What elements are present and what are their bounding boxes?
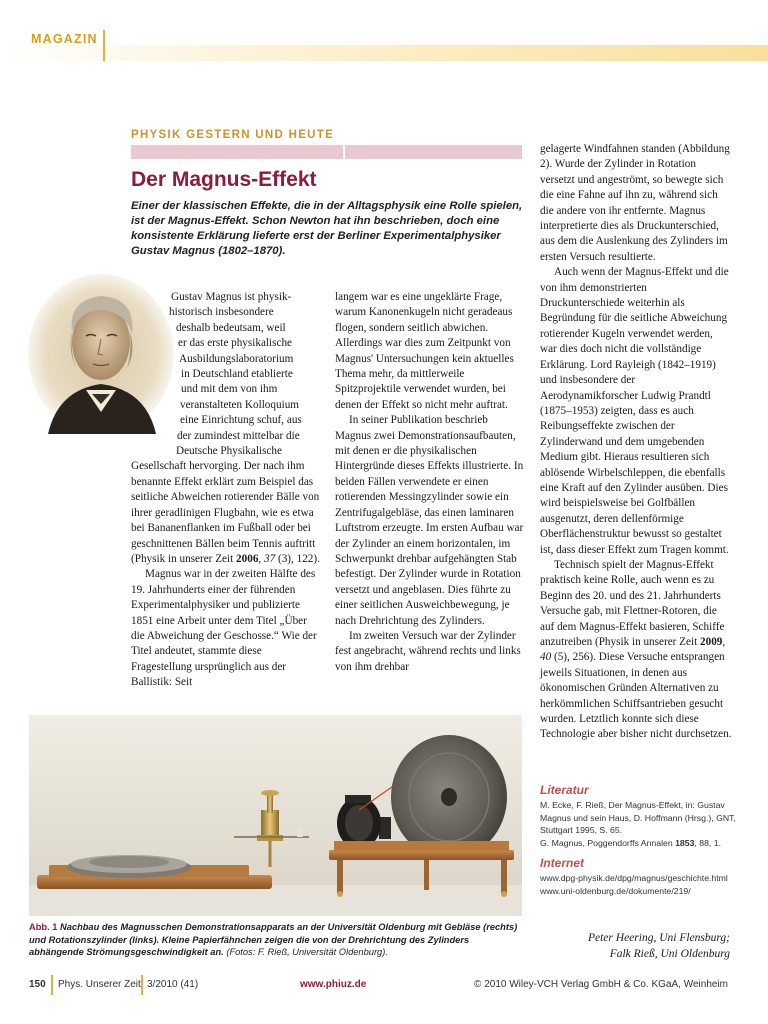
copyright: © 2010 Wiley-VCH Verlag GmbH & Co. KGaA, Weinheim <box>474 979 728 990</box>
text-line: der zumindest mittelbar die <box>177 429 300 442</box>
article-title: Der Magnus-Effekt <box>131 168 317 191</box>
figure-label: Abb. 1 <box>29 922 58 932</box>
reference-item: M. Ecke, F. Rieß, Der Magnus-Effekt, in: Gustav Magnus und sein Haus, D. Hoffmann (Hrsg.), GNT, Stuttgart 1995, S. 65. <box>540 800 736 835</box>
journal-url[interactable]: www.phiuz.de <box>300 979 367 990</box>
article-lead: Einer der klassischen Effekte, die in der Alltagsphysik eine Rolle spielen, ist der Magnus-Effekt. Schon Newton hat ihn beschrieben, doch eine konsistente Erklärung lieferte erst der Berliner Experimentalphysiker Gustav Magnus (1802–1870). <box>131 200 523 257</box>
text-line: historisch insbesondere <box>169 306 274 319</box>
text-line: Deutsche Physikalische <box>176 445 282 458</box>
header-bar <box>0 45 768 61</box>
journal-name: Phys. Unserer Zeit <box>58 979 141 990</box>
author-line: Peter Heering, Uni Flensburg; <box>587 932 730 944</box>
text-line: und mit dem von ihm <box>181 383 278 396</box>
footer-divider <box>51 975 53 995</box>
literature-section <box>540 783 740 849</box>
text-line: veranstalteten Kolloquium <box>180 398 299 411</box>
paragraph: Im zweiten Versuch war der Zylinder fest angebracht, während rechts und links von ihm drehbar <box>335 629 521 673</box>
paragraph: Magnus war in der zweiten Hälfte des 19. Jahrhunderts einer der führenden Experimentalphysiker und publizierte 1851 eine Arbeit unter dem Titel „Über die Abweichung der Geschosse.“ Wie der Titel andeutet, stammte diese Fragestellung ursprünglich aus der Ballistik: Seit <box>131 568 317 689</box>
internet-heading: Internet <box>540 856 585 870</box>
section-heading: PHYSIK GESTERN UND HEUTE <box>131 129 335 141</box>
header-section-word: MAGAZIN <box>31 32 98 46</box>
text-column-3 <box>540 142 732 743</box>
page-number: 150 <box>29 979 46 990</box>
author-credits <box>540 930 730 962</box>
reference-item: G. Magnus, Poggendorffs Annalen 1853, 88, 1. <box>540 837 721 848</box>
text-line: er das erste physikalische <box>178 337 293 350</box>
text-column-2 <box>335 290 525 675</box>
section-bar <box>131 145 522 159</box>
paragraph: langem war es eine ungeklärte Frage, warum Kanonenkugeln nicht geradeaus flogen, sondern seitlich abwichen. Allerdings war dies zum Zeitpunkt von Magnus' Untersuchungen kein aktuelles Thema mehr, da mittlerweile Spitzprojektile verwendet wurden, bei denen der Effekt so nicht mehr auftrat. <box>335 291 514 411</box>
text-column-1 <box>131 290 321 691</box>
text-line: eine Einrichtung schuf, aus <box>180 414 302 427</box>
footer-divider <box>141 975 143 995</box>
web-link[interactable]: www.uni-oldenburg.de/dokumente/219/ <box>540 885 691 896</box>
issue-number: 3/2010 (41) <box>147 979 199 990</box>
text-line: Gustav Magnus ist physik- <box>171 291 292 303</box>
literature-heading: Literatur <box>540 783 589 797</box>
page-footer <box>0 975 768 995</box>
figure-caption <box>29 921 524 959</box>
paragraph: gelagerte Windfahnen standen (Abbildung 2). Wurde der Zylinder in Rotation versetzt und angeströmt, so bewegte sich die eine Fahne auf ihn zu, während sich die andere von ihr entfernte. Magnus interpretierte dies als Druckunterschied, aus dem die Auslenkung des Zylinders im ersten Versuch resultierte. <box>540 143 730 263</box>
paragraph: In seiner Publikation beschrieb Magnus zwei Demonstrationsaufbauten, mit denen er die physikalischen Hintergründe dieses Effekts illustrierte. In beiden Fällen verwendete er einen rotierenden Messingzylinder sowie ein Zentrifugalgebläse, das einen laminaren Luftstrom erzeugte. Im ersten Aufbau war der Zylinder an einem horizontalen, im Schwerpunkt drehbar aufgehängten Stab befestigt. Der Zylinder wurde in Rotation versetzt und angeblasen. Dies führte zu einer seitlichen Ausweichbewegung, je nach Drehrichtung des Zylinders. <box>335 414 524 627</box>
paragraph: Auch wenn der Magnus-Effekt und die von ihm demonstrierten Druckunterschiede weiterhin als Begründung für die seitliche Abweichung rotierender Kugeln verwendet werden, war dies doch nicht die vollständige Erklärung. Lord Rayleigh (1842–1919) und insbesondere der Aerodynamikforscher Ludwig Prandtl (1875–1953) zeigten, dass es auch Reibungseffekte zwischen der Zylinderwand und dem umgebenden Medium gibt. Hieraus resultieren sich ablösende Wirbelschleppen, die ebenfalls eine Kraft auf den Zylinder ausüben. Dies wird beispielsweise bei Golfbällen ausgenutzt, deren dellenförmige Oberflächenstruktur bewusst so gestaltet ist, dass dieser Effekt zum Tragen kommt. <box>540 266 729 556</box>
author-line: Falk Rieß, Uni Oldenburg <box>609 948 730 960</box>
internet-section <box>540 856 740 897</box>
text-line: deshalb bedeutsam, weil <box>176 321 286 334</box>
text-line: Ausbildungslaboratorium <box>179 352 294 365</box>
figure-credit: (Fotos: F. Rieß, Universität Oldenburg). <box>226 947 388 957</box>
paragraph: Technisch spielt der Magnus-Effekt praktisch keine Rolle, auch wenn es zu Beginn des 20. und des 21. Jahrhunderts Versuche gab, mit Flettner-Rotoren, die auf dem Magnus-Effekt basieren, Schiffe anzutreiben (Physik in unserer Zeit 2009, 40 (5), 256). Diese Versuche entsprangen jeweils Situationen, in denen aus ökonomischen Gründen Alternativen zu herkömmlichen Schiffsantrieben gesucht wurden. Letztlich konnte sich diese Technologie aber bisher nicht durchsetzen. <box>540 558 732 741</box>
apparatus-photo <box>29 715 522 916</box>
web-link[interactable]: www.dpg-physik.de/dpg/magnus/geschichte.html <box>540 873 728 883</box>
text-line: in Deutschland etablierte <box>181 368 293 381</box>
figure-caption-text: Nachbau des Magnusschen Demonstrationsapparats an der Universität Oldenburg mit Gebläse (rechts) und Rotationszylinder (links). Kleine Papierfähnchen zeigen die von der Drehrichtung des Zylinders abhängende Strömungsgeschwindigkeit an. <box>29 922 518 957</box>
header-divider <box>103 30 105 61</box>
paragraph: Gesellschaft hervorging. Der nach ihm benannte Effekt erklärt zum Beispiel das seitliche Abweichen rotierender Bälle von ihrer geradlinigen Flugbahn, wie es etwa bei Bananenflanken im Fußball oder bei geschnittenen Bällen beim Tennis auftritt (Physik in unserer Zeit 2006, 37 (3), 122). <box>131 460 320 565</box>
